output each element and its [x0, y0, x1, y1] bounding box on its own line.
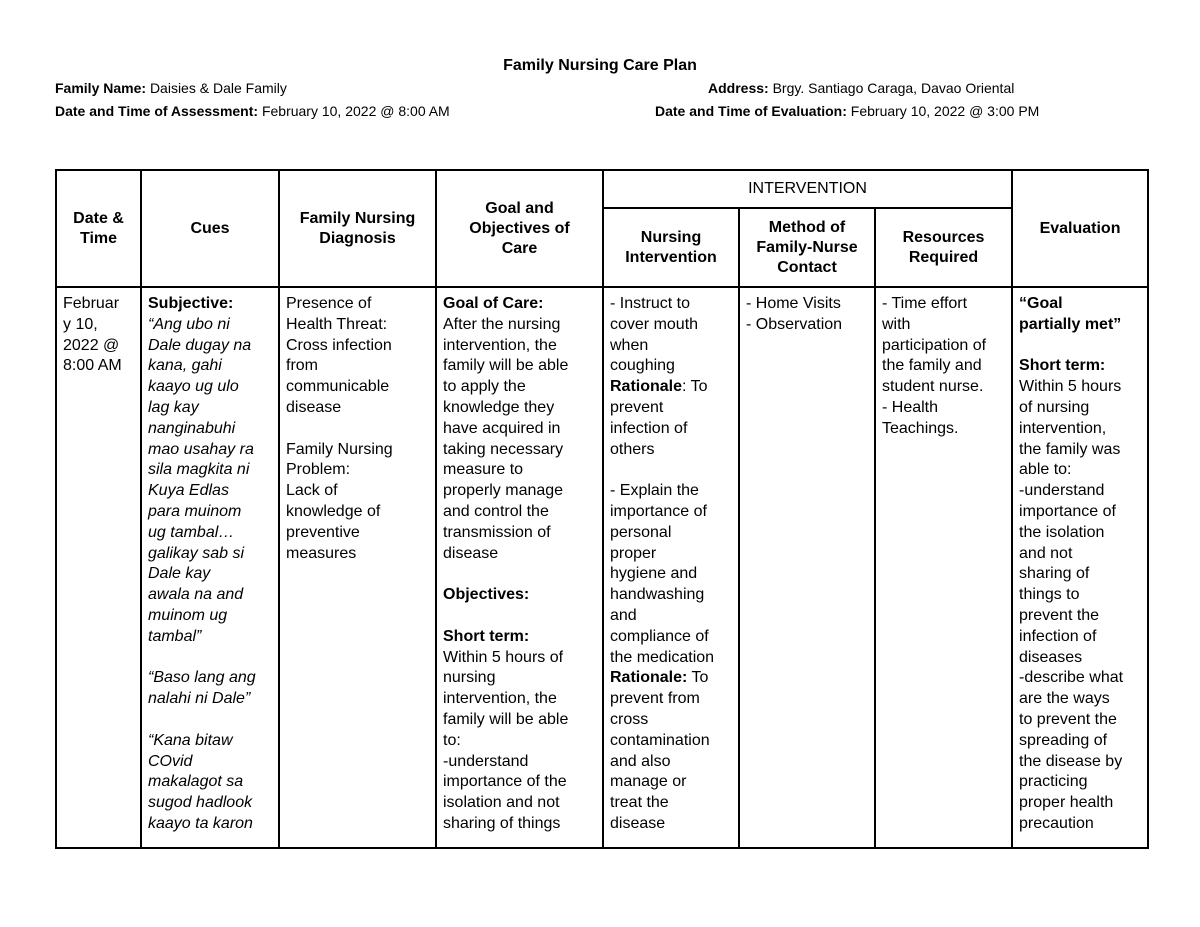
- subjective-label: Subjective:: [148, 295, 234, 312]
- evaluation-text: Within 5 hours of nursing intervention, the family was able to: -understand importance of the isolation and not sharing of things to prevent the infection of diseases -describe what are the ways to prevent the spreading of the disease by practicing proper health precaution: [1019, 378, 1124, 832]
- family-name-value: Daisies & Dale Family: [149, 80, 287, 96]
- assessment-label: Date and Time of Assessment:: [55, 103, 259, 119]
- intervention-item: - Instruct to cover mouth when coughing: [610, 295, 699, 375]
- address-value: Brgy. Santiago Caraga, Davao Oriental: [772, 80, 1015, 96]
- rationale: [610, 377, 734, 460]
- cell-nursing-intervention: [603, 287, 739, 848]
- evaluation-status: “Goal partially met”: [1019, 295, 1122, 333]
- evaluation-date-label: Date and Time of Evaluation:: [655, 103, 847, 119]
- cell-date-time: Februar y 10, 2022 @ 8:00 AM: [56, 287, 141, 848]
- header-intervention-group: INTERVENTION: [603, 170, 1012, 208]
- assessment-line: [55, 103, 450, 119]
- header-resources: Resources Required: [875, 208, 1012, 287]
- address-label: Address:: [708, 80, 769, 96]
- diagnosis-problem: Family Nursing Problem: Lack of knowledge of preventive measures: [286, 440, 393, 562]
- evaluation-short-term-label: Short term:: [1019, 357, 1106, 375]
- header-goal: Goal and Objectives of Care: [436, 170, 603, 287]
- table-row: [56, 287, 1148, 848]
- cell-diagnosis: [279, 287, 436, 848]
- header-method: Method of Family-Nurse Contact: [739, 208, 875, 287]
- cell-resources: - Time effort with participation of the family and student nurse. - Health Teachings.: [875, 287, 1012, 848]
- goal-of-care-label: Goal of Care:: [443, 295, 544, 312]
- header-evaluation: Evaluation: [1012, 170, 1148, 287]
- family-name-label: Family Name:: [55, 80, 147, 96]
- header-diagnosis: Family Nursing Diagnosis: [279, 170, 436, 287]
- short-term-label: Short term:: [443, 627, 530, 645]
- cell-evaluation: [1012, 287, 1148, 848]
- cue-quote: “Baso lang ang nalahi ni Dale”: [148, 669, 256, 708]
- address-line: [708, 80, 1014, 96]
- evaluation-date-value: February 10, 2022 @ 3:00 PM: [850, 103, 1040, 119]
- cue-quote: “Kana bitaw COvid makalagot sa sugod hadlook kaayo ta karon: [148, 731, 253, 832]
- cell-goal: [436, 287, 603, 848]
- cell-method: - Home Visits - Observation: [739, 287, 875, 848]
- family-name-line: [55, 80, 287, 96]
- rationale-label: Rationale: [610, 378, 683, 396]
- header-date-time: Date & Time: [56, 170, 141, 287]
- intervention-item: - Explain the importance of personal proper hygiene and handwashing and compliance of the medication: [610, 482, 715, 666]
- header-nursing-intervention: Nursing Intervention: [603, 208, 739, 287]
- rationale-text: : To prevent infection of others: [610, 378, 708, 458]
- assessment-value: February 10, 2022 @ 8:00 AM: [261, 103, 450, 119]
- care-plan-table: [55, 169, 1149, 849]
- short-term-text: Within 5 hours of nursing intervention, the family will be able to: -understand importance of the isolation and not sharing of things: [443, 648, 569, 832]
- goal-of-care-text: After the nursing intervention, the family will be able to apply the knowledge they have acquired in taking necessary measure to properly manage and control the transmission of disease: [443, 315, 569, 562]
- evaluation-date-line: [655, 103, 1039, 119]
- objectives-label: Objectives:: [443, 586, 530, 604]
- header-cues: Cues: [141, 170, 279, 287]
- diagnosis-health-threat: Presence of Health Threat: Cross infection from communicable disease: [286, 295, 392, 416]
- rationale-label: Rationale:: [610, 669, 688, 687]
- rationale: [610, 668, 734, 834]
- cue-quote: “Ang ubo ni Dale dugay na kana, gahi kaayo ug ulo lag kay nanginabuhi mao usahay ra sila magkita ni Kuya Edlas para muinom ug tambal… galikay sab si Dale kay awala na and muinom ug tambal”: [148, 315, 254, 645]
- page-title: Family Nursing Care Plan: [503, 57, 697, 74]
- cell-cues: [141, 287, 279, 848]
- rationale-text: To prevent from cross contamination and also manage or treat the disease: [610, 669, 710, 832]
